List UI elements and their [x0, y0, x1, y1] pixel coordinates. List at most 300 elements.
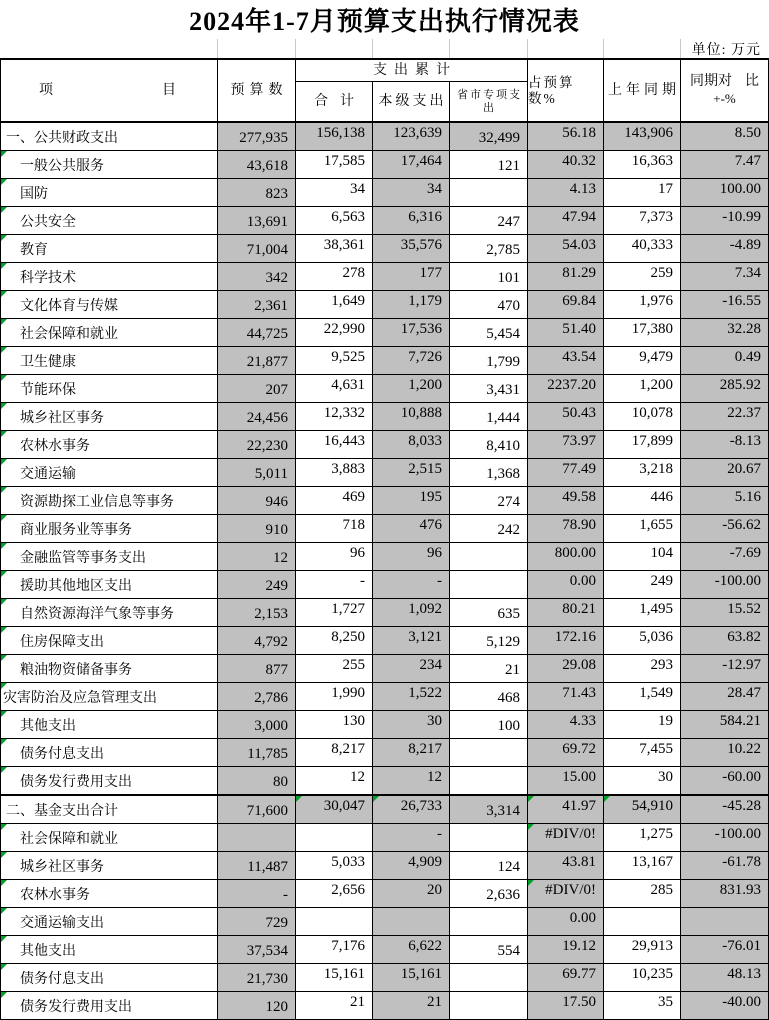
cell-budget[interactable]: [218, 263, 296, 291]
cell-local[interactable]: [373, 796, 450, 824]
cell-last[interactable]: [604, 824, 681, 852]
header-total[interactable]: 合计: [296, 82, 373, 122]
cell-item[interactable]: [1, 739, 218, 767]
error-indicator-triangle-icon: [1, 515, 7, 521]
cell-local[interactable]: [373, 655, 450, 683]
cell-total[interactable]: [296, 711, 373, 739]
cell-total[interactable]: [296, 992, 373, 1020]
header-pct-of-budget[interactable]: 占预算数%: [528, 60, 604, 122]
cell-local[interactable]: [373, 347, 450, 375]
cell-yoy[interactable]: [681, 263, 769, 291]
cell-budget[interactable]: [218, 627, 296, 655]
cell-yoy[interactable]: [681, 179, 769, 207]
cell-special[interactable]: [450, 571, 528, 599]
error-indicator-triangle-icon: [1, 235, 7, 241]
header-budget[interactable]: 预算数: [218, 60, 296, 122]
cell-yoy[interactable]: [681, 515, 769, 543]
cell-total[interactable]: [296, 403, 373, 431]
cell-value: 22.37: [727, 405, 761, 421]
cell-total[interactable]: [296, 767, 373, 795]
cell-pct[interactable]: [528, 347, 604, 375]
cell-pct[interactable]: [528, 711, 604, 739]
cell-yoy[interactable]: [681, 627, 769, 655]
cell-last[interactable]: [604, 936, 681, 964]
cell-item[interactable]: [1, 123, 218, 151]
cell-last[interactable]: [604, 767, 681, 795]
cell-pct[interactable]: [528, 431, 604, 459]
cell-budget[interactable]: [218, 487, 296, 515]
cell-item[interactable]: [1, 347, 218, 375]
cell-budget[interactable]: [218, 347, 296, 375]
cell-budget[interactable]: [218, 291, 296, 319]
cell-special[interactable]: [450, 767, 528, 795]
unit-row[interactable]: [0, 38, 769, 58]
cell-pct[interactable]: [528, 655, 604, 683]
cell-budget[interactable]: [218, 319, 296, 347]
cell-special[interactable]: [450, 515, 528, 543]
cell-item[interactable]: [1, 263, 218, 291]
cell-budget[interactable]: [218, 375, 296, 403]
cell-yoy[interactable]: [681, 403, 769, 431]
cell-yoy[interactable]: [681, 880, 769, 908]
cell-pct[interactable]: [528, 739, 604, 767]
cell-total[interactable]: [296, 459, 373, 487]
cell-value: 69.84: [562, 293, 596, 309]
cell-yoy[interactable]: [681, 291, 769, 319]
cell-value: 1,655: [639, 517, 673, 533]
cell-budget[interactable]: [218, 179, 296, 207]
cell-local[interactable]: [373, 291, 450, 319]
cell-value: 100.00: [719, 181, 761, 197]
cell-local[interactable]: [373, 739, 450, 767]
cell-special[interactable]: [450, 936, 528, 964]
cell-budget[interactable]: [218, 459, 296, 487]
cell-yoy[interactable]: [681, 824, 769, 852]
cell-total[interactable]: [296, 824, 373, 852]
cell-pct[interactable]: [528, 824, 604, 852]
header-yoy-comparison[interactable]: 同期对 比 +-%: [681, 60, 769, 122]
cell-value: 285.92: [719, 377, 761, 393]
cell-total[interactable]: [296, 347, 373, 375]
header-provincial-special[interactable]: 省市专项支 出: [450, 82, 528, 122]
cell-local[interactable]: [373, 852, 450, 880]
cell-local[interactable]: [373, 880, 450, 908]
cell-budget[interactable]: [218, 543, 296, 571]
cell-item[interactable]: [1, 711, 218, 739]
cell-local[interactable]: [373, 908, 450, 936]
cell-item[interactable]: [1, 487, 218, 515]
cell-local[interactable]: [373, 683, 450, 711]
cell-local[interactable]: [373, 375, 450, 403]
cell-pct[interactable]: [528, 908, 604, 936]
cell-item[interactable]: [1, 179, 218, 207]
cell-total[interactable]: [296, 655, 373, 683]
cell-last[interactable]: [604, 179, 681, 207]
cell-special[interactable]: [450, 655, 528, 683]
cell-value: 5,033: [331, 854, 365, 870]
cell-yoy[interactable]: [681, 796, 769, 824]
cell-last[interactable]: [604, 852, 681, 880]
cell-local[interactable]: [373, 627, 450, 655]
cell-budget[interactable]: [218, 655, 296, 683]
cell-yoy[interactable]: [681, 123, 769, 151]
cell-yoy[interactable]: [681, 767, 769, 795]
cell-special[interactable]: [450, 599, 528, 627]
cell-local[interactable]: [373, 571, 450, 599]
cell-value: 30,047: [323, 798, 365, 814]
cell-pct[interactable]: [528, 151, 604, 179]
cell-special[interactable]: [450, 627, 528, 655]
cell-budget[interactable]: [218, 936, 296, 964]
cell-pct[interactable]: [528, 964, 604, 992]
cell-last[interactable]: [604, 403, 681, 431]
cell-value: 21: [427, 994, 442, 1010]
cell-item[interactable]: [1, 515, 218, 543]
cell-budget[interactable]: [218, 739, 296, 767]
cell-pct[interactable]: [528, 263, 604, 291]
cell-item[interactable]: [1, 207, 218, 235]
header-last-year-same-period[interactable]: 上年同期: [604, 60, 681, 122]
cell-budget[interactable]: [218, 683, 296, 711]
cell-last[interactable]: [604, 207, 681, 235]
error-indicator-triangle-icon: [1, 627, 7, 633]
cell-budget[interactable]: [218, 908, 296, 936]
cell-last[interactable]: [604, 235, 681, 263]
cell-yoy[interactable]: [681, 347, 769, 375]
cell-local[interactable]: [373, 235, 450, 263]
cell-total[interactable]: [296, 179, 373, 207]
cell-pct[interactable]: [528, 852, 604, 880]
error-indicator-triangle-icon: [1, 571, 7, 577]
cell-last[interactable]: [604, 711, 681, 739]
cell-local[interactable]: [373, 431, 450, 459]
error-indicator-triangle-icon: [1, 767, 7, 773]
cell-budget[interactable]: [218, 515, 296, 543]
cell-pct[interactable]: [528, 543, 604, 571]
cell-value: 17,464: [400, 153, 442, 169]
cell-yoy[interactable]: [681, 739, 769, 767]
cell-pct[interactable]: [528, 880, 604, 908]
cell-yoy[interactable]: [681, 571, 769, 599]
cell-yoy[interactable]: [681, 852, 769, 880]
cell-last[interactable]: [604, 739, 681, 767]
cell-total[interactable]: [296, 571, 373, 599]
cell-total[interactable]: [296, 936, 373, 964]
cell-local[interactable]: [373, 767, 450, 795]
cell-last[interactable]: [604, 543, 681, 571]
cell-pct[interactable]: [528, 375, 604, 403]
cell-item[interactable]: [1, 936, 218, 964]
error-indicator-triangle-icon: [1, 655, 7, 661]
cell-last[interactable]: [604, 964, 681, 992]
cell-yoy[interactable]: [681, 543, 769, 571]
cell-value: 17,899: [631, 433, 673, 449]
cell-budget[interactable]: [218, 711, 296, 739]
cell-local[interactable]: [373, 263, 450, 291]
cell-yoy[interactable]: [681, 459, 769, 487]
cell-yoy[interactable]: [681, 431, 769, 459]
cell-total[interactable]: [296, 319, 373, 347]
cell-budget[interactable]: [218, 207, 296, 235]
cell-total[interactable]: [296, 880, 373, 908]
cell-total[interactable]: [296, 263, 373, 291]
cell-special[interactable]: [450, 711, 528, 739]
cell-local[interactable]: [373, 151, 450, 179]
cell-item[interactable]: [1, 151, 218, 179]
cell-pct[interactable]: [528, 515, 604, 543]
cell-special[interactable]: [450, 964, 528, 992]
cell-total[interactable]: [296, 852, 373, 880]
cell-last[interactable]: [604, 487, 681, 515]
cell-last[interactable]: [604, 375, 681, 403]
cell-yoy[interactable]: [681, 683, 769, 711]
cell-yoy[interactable]: [681, 319, 769, 347]
cell-local[interactable]: [373, 992, 450, 1020]
cell-total[interactable]: [296, 683, 373, 711]
cell-yoy[interactable]: [681, 599, 769, 627]
cell-local[interactable]: [373, 459, 450, 487]
cell-special[interactable]: [450, 347, 528, 375]
cell-budget[interactable]: [218, 992, 296, 1020]
cell-item[interactable]: [1, 880, 218, 908]
cell-item[interactable]: [1, 319, 218, 347]
cell-item[interactable]: [1, 459, 218, 487]
cell-item[interactable]: [1, 992, 218, 1020]
header-local-expenditure[interactable]: 本级支出: [373, 82, 450, 122]
cell-last[interactable]: [604, 347, 681, 375]
cell-budget[interactable]: [218, 824, 296, 852]
cell-pct[interactable]: [528, 487, 604, 515]
cell-budget[interactable]: [218, 767, 296, 795]
cell-last[interactable]: [604, 263, 681, 291]
cell-item[interactable]: [1, 235, 218, 263]
cell-pct[interactable]: [528, 403, 604, 431]
cell-item[interactable]: [1, 571, 218, 599]
cell-yoy[interactable]: [681, 964, 769, 992]
cell-total[interactable]: [296, 235, 373, 263]
cell-last[interactable]: [604, 431, 681, 459]
cell-value: 156,138: [316, 125, 365, 141]
table-row: [1, 964, 769, 992]
cell-value: 5.16: [734, 489, 761, 505]
cell-last[interactable]: [604, 627, 681, 655]
cell-yoy[interactable]: [681, 375, 769, 403]
cell-budget[interactable]: [218, 235, 296, 263]
cell-value: 946: [265, 494, 288, 510]
cell-special[interactable]: [450, 796, 528, 824]
cell-local[interactable]: [373, 936, 450, 964]
table-row: [1, 767, 769, 795]
cell-last[interactable]: [604, 908, 681, 936]
cell-total[interactable]: [296, 627, 373, 655]
cell-special[interactable]: [450, 151, 528, 179]
cell-pct[interactable]: [528, 207, 604, 235]
cell-last[interactable]: [604, 655, 681, 683]
cell-total[interactable]: [296, 123, 373, 151]
cell-pct[interactable]: [528, 571, 604, 599]
cell-yoy[interactable]: [681, 151, 769, 179]
cell-pct[interactable]: [528, 683, 604, 711]
cell-special[interactable]: [450, 123, 528, 151]
cell-item[interactable]: [1, 908, 218, 936]
cell-item[interactable]: [1, 431, 218, 459]
cell-item[interactable]: [1, 375, 218, 403]
table-row: [1, 880, 769, 908]
cell-local[interactable]: [373, 487, 450, 515]
cell-yoy[interactable]: [681, 711, 769, 739]
cell-special[interactable]: [450, 459, 528, 487]
cell-budget[interactable]: [218, 123, 296, 151]
cell-pct[interactable]: [528, 992, 604, 1020]
cell-local[interactable]: [373, 207, 450, 235]
cell-special[interactable]: [450, 207, 528, 235]
cell-value: 96: [350, 545, 365, 561]
cell-item[interactable]: [1, 852, 218, 880]
header-cumulative-expenditure[interactable]: 支出累计: [296, 60, 528, 82]
cell-last[interactable]: [604, 880, 681, 908]
cell-budget[interactable]: [218, 880, 296, 908]
cell-last[interactable]: [604, 599, 681, 627]
cell-total[interactable]: [296, 291, 373, 319]
cell-item[interactable]: [1, 403, 218, 431]
cell-total[interactable]: [296, 487, 373, 515]
cell-item[interactable]: [1, 964, 218, 992]
cell-yoy[interactable]: [681, 908, 769, 936]
cell-pct[interactable]: [528, 319, 604, 347]
error-indicator-triangle-icon: [1, 683, 7, 689]
cell-budget[interactable]: [218, 599, 296, 627]
cell-last[interactable]: [604, 123, 681, 151]
cell-special[interactable]: [450, 291, 528, 319]
cell-local[interactable]: [373, 179, 450, 207]
cell-special[interactable]: [450, 739, 528, 767]
cell-special[interactable]: [450, 263, 528, 291]
cell-special[interactable]: [450, 824, 528, 852]
cell-budget[interactable]: [218, 403, 296, 431]
cell-yoy[interactable]: [681, 992, 769, 1020]
cell-total[interactable]: [296, 375, 373, 403]
cell-pct[interactable]: [528, 123, 604, 151]
cell-value: 293: [650, 657, 673, 673]
cell-value: 15,161: [400, 966, 442, 982]
cell-special[interactable]: [450, 375, 528, 403]
cell-last[interactable]: [604, 571, 681, 599]
cell-special[interactable]: [450, 992, 528, 1020]
cell-special[interactable]: [450, 235, 528, 263]
cell-value: 9,479: [639, 349, 673, 365]
cell-pct[interactable]: [528, 179, 604, 207]
cell-yoy[interactable]: [681, 655, 769, 683]
cell-special[interactable]: [450, 683, 528, 711]
cell-item[interactable]: [1, 796, 218, 824]
cell-total[interactable]: [296, 599, 373, 627]
cell-budget[interactable]: [218, 431, 296, 459]
cell-yoy[interactable]: [681, 235, 769, 263]
cell-special[interactable]: [450, 852, 528, 880]
cell-last[interactable]: [604, 319, 681, 347]
cell-pct[interactable]: [528, 235, 604, 263]
cell-yoy[interactable]: [681, 207, 769, 235]
cell-budget[interactable]: [218, 796, 296, 824]
cell-total[interactable]: [296, 207, 373, 235]
cell-pct[interactable]: [528, 291, 604, 319]
cell-local[interactable]: [373, 403, 450, 431]
cell-pct[interactable]: [528, 936, 604, 964]
cell-total[interactable]: [296, 796, 373, 824]
error-indicator-triangle-icon: [1, 880, 7, 886]
cell-local[interactable]: [373, 824, 450, 852]
cell-special[interactable]: [450, 880, 528, 908]
cell-budget[interactable]: [218, 852, 296, 880]
cell-total[interactable]: [296, 964, 373, 992]
cell-local[interactable]: [373, 599, 450, 627]
cell-value: -8.13: [729, 433, 761, 449]
cell-budget[interactable]: [218, 571, 296, 599]
cell-last[interactable]: [604, 291, 681, 319]
header-item[interactable]: 项 目: [1, 60, 218, 122]
cell-total[interactable]: [296, 543, 373, 571]
cell-pct[interactable]: [528, 627, 604, 655]
cell-value: 50.43: [562, 405, 596, 421]
cell-last[interactable]: [604, 683, 681, 711]
cell-local[interactable]: [373, 543, 450, 571]
cell-pct[interactable]: [528, 599, 604, 627]
cell-item[interactable]: [1, 824, 218, 852]
cell-budget[interactable]: [218, 964, 296, 992]
cell-special[interactable]: [450, 908, 528, 936]
cell-local[interactable]: [373, 515, 450, 543]
cell-item[interactable]: [1, 767, 218, 795]
cell-last[interactable]: [604, 796, 681, 824]
cell-pct[interactable]: [528, 796, 604, 824]
cell-total[interactable]: [296, 431, 373, 459]
cell-item[interactable]: [1, 627, 218, 655]
cell-value: 1,649: [331, 293, 365, 309]
cell-special[interactable]: [450, 403, 528, 431]
cell-item[interactable]: [1, 683, 218, 711]
cell-local[interactable]: [373, 319, 450, 347]
cell-special[interactable]: [450, 431, 528, 459]
cell-item[interactable]: [1, 291, 218, 319]
cell-total[interactable]: [296, 515, 373, 543]
cell-item[interactable]: [1, 599, 218, 627]
cell-local[interactable]: [373, 964, 450, 992]
title-row[interactable]: [0, 0, 769, 38]
cell-budget[interactable]: [218, 151, 296, 179]
cell-total[interactable]: [296, 908, 373, 936]
cell-special[interactable]: [450, 319, 528, 347]
cell-total[interactable]: [296, 151, 373, 179]
cell-last[interactable]: [604, 459, 681, 487]
cell-pct[interactable]: [528, 459, 604, 487]
cell-yoy[interactable]: [681, 487, 769, 515]
cell-last[interactable]: [604, 151, 681, 179]
cell-last[interactable]: [604, 992, 681, 1020]
cell-value: -: [283, 887, 288, 903]
cell-special[interactable]: [450, 543, 528, 571]
cell-yoy[interactable]: [681, 936, 769, 964]
cell-total[interactable]: [296, 739, 373, 767]
cell-pct[interactable]: [528, 767, 604, 795]
cell-last[interactable]: [604, 515, 681, 543]
cell-local[interactable]: [373, 711, 450, 739]
cell-item[interactable]: [1, 543, 218, 571]
cell-local[interactable]: [373, 123, 450, 151]
cell-item[interactable]: [1, 655, 218, 683]
cell-special[interactable]: [450, 179, 528, 207]
cell-value: 635: [497, 606, 520, 622]
cell-special[interactable]: [450, 487, 528, 515]
